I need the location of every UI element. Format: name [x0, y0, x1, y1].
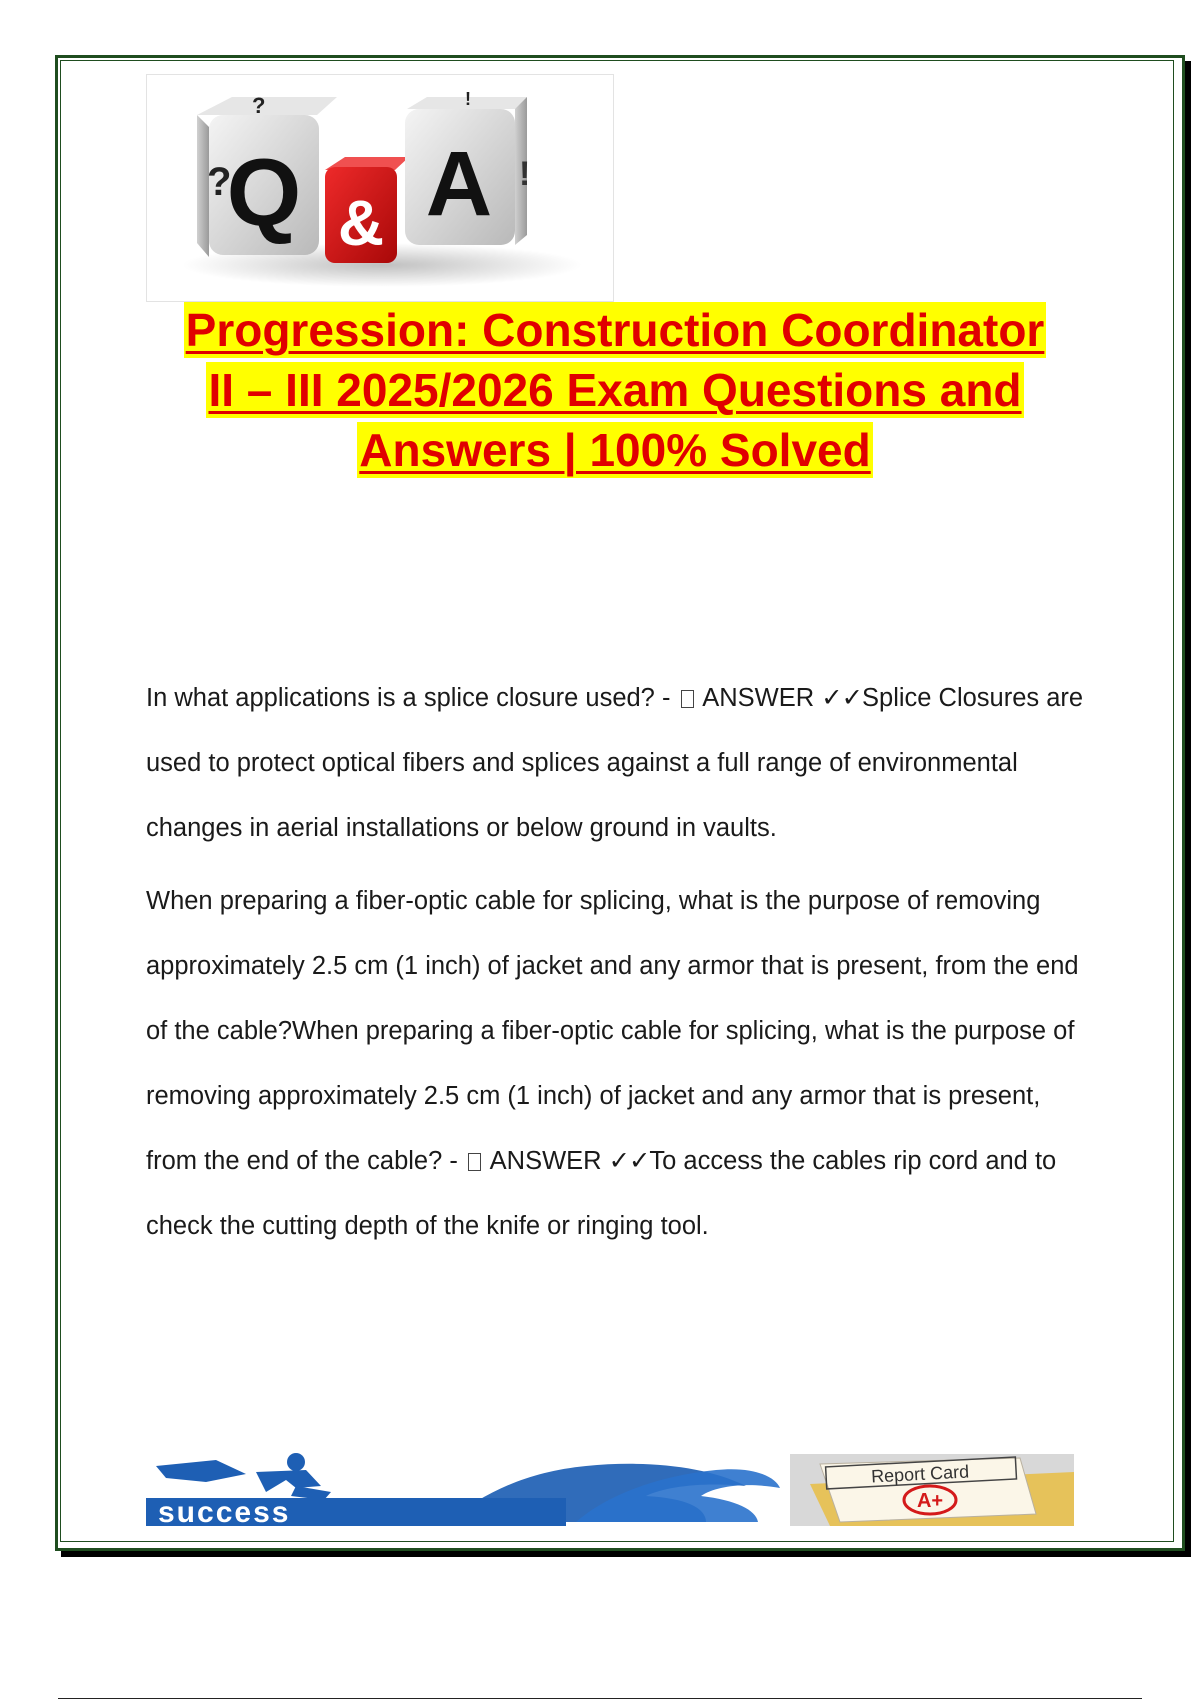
answer-text: To access the cables rip cord and to check the cutting depth of the knife or ringing tool.	[146, 1147, 1057, 1240]
qa-content	[146, 666, 1086, 1267]
answer-label: ANSWER	[489, 1147, 602, 1175]
die-a-letter: A	[425, 133, 493, 235]
success-logo-text: success	[158, 1496, 291, 1528]
title-line-2: II – III 2025/2026 Exam Questions and	[208, 364, 1022, 416]
qa-item	[146, 666, 1086, 861]
success-logo	[146, 1452, 786, 1528]
die-a	[405, 89, 530, 245]
die-ampersand	[325, 157, 409, 263]
document-title	[120, 300, 1110, 480]
missing-glyph-icon	[681, 690, 694, 708]
report-card-label: Report Card	[870, 1461, 970, 1487]
svg-text:?: ?	[252, 93, 266, 118]
die-q-letter: Q	[226, 139, 302, 246]
missing-glyph-icon	[468, 1153, 481, 1171]
svg-text:!: !	[519, 155, 531, 193]
die-ampersand-letter: &	[337, 187, 385, 259]
qa-dice-image	[146, 74, 614, 302]
report-card-grade: A+	[916, 1490, 944, 1512]
die-q	[197, 93, 337, 257]
bottom-divider	[58, 1698, 1142, 1699]
report-card-image	[790, 1454, 1074, 1526]
qa-item	[146, 869, 1086, 1259]
title-line-3: Answers | 100% Solved	[359, 424, 871, 476]
svg-text:?: ?	[207, 160, 232, 204]
checkmark-icon: ✓✓	[821, 684, 862, 712]
title-line-1: Progression: Construction Coordinator	[185, 304, 1045, 356]
checkmark-icon: ✓✓	[608, 1147, 650, 1175]
answer-text: Splice Closures are used to protect optical fibers and splices against a full range of environmental changes in aerial installations or below ground in vaults.	[146, 684, 1084, 842]
question-text: In what applications is a splice closure used? -	[146, 684, 671, 712]
question-text: When preparing a fiber-optic cable for splicing, what is the purpose of removing approximately 2.5 cm (1 inch) of jacket and any armor that is present, from the end of the cable?When preparing a fiber-optic cable for splicing, what is the purpose of removing approximately 2.5 cm (1 inch) of jacket and any armor that is present, from the end of the cable? -	[146, 887, 1079, 1175]
runner-icon	[156, 1453, 331, 1500]
svg-text:!: !	[465, 89, 471, 109]
answer-label: ANSWER	[702, 684, 815, 712]
